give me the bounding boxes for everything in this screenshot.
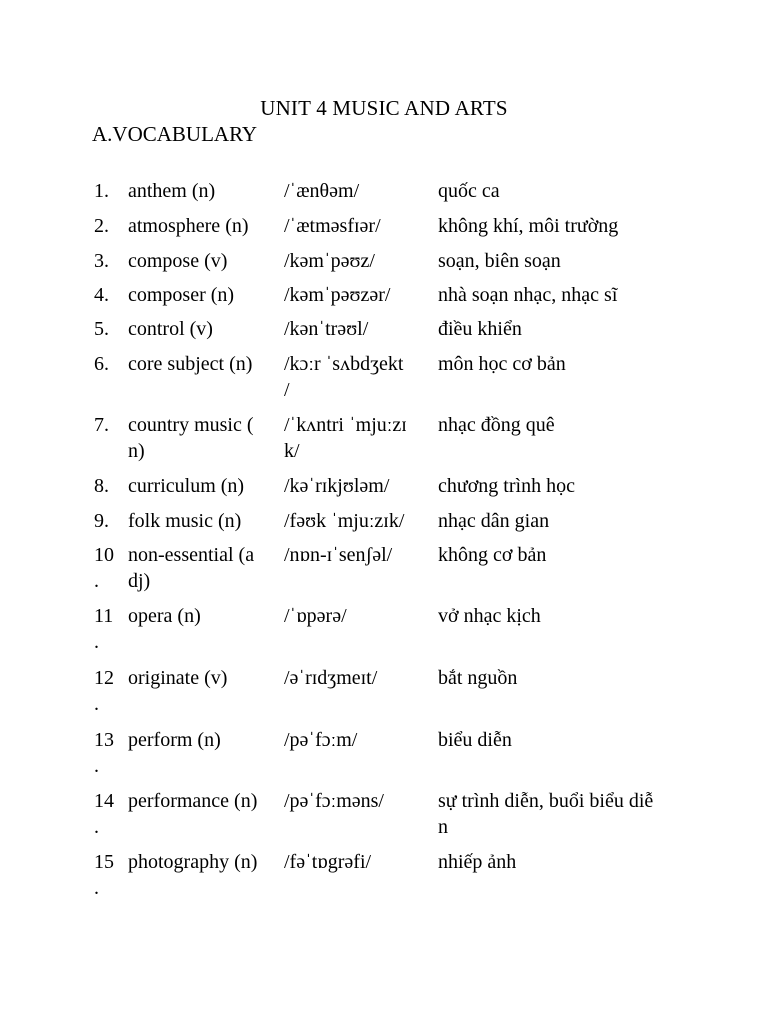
vocab-meaning: không khí, môi trường [438,215,619,237]
vocab-pronunciation: /kəmˈpəʊz/ [284,250,375,272]
vocab-word: opera (n) [128,605,201,627]
vocab-word: core subject (n) [128,353,253,375]
vocab-word: compose (v) [128,250,228,272]
vocab-pronunciation: /pəˈfɔːm/ [284,729,358,751]
vocab-word: photography (n) [128,851,258,873]
vocab-word: perform (n) [128,729,221,751]
row-number: 8. [94,475,109,497]
vocab-row [94,316,714,351]
vocab-pronunciation: /ˈætməsfɪər/ [284,215,381,237]
row-number: 5. [94,318,109,340]
vocab-pronunciation: /kəmˈpəʊzər/ [284,284,391,306]
vocab-row [94,473,714,508]
row-number: 3. [94,250,109,272]
row-number: 15 . [94,851,114,899]
section-heading: A.VOCABULARY [92,122,258,146]
vocab-row [94,849,714,903]
vocab-row [94,603,714,665]
row-number: 10 . [94,544,114,592]
vocab-word: non-essential (a dj) [128,544,255,592]
vocab-pronunciation: /əˈrɪdʒmeɪt/ [284,667,378,689]
vocab-word: originate (v) [128,667,228,689]
vocab-word: folk music (n) [128,510,242,532]
vocab-pronunciation: /pəˈfɔːməns/ [284,790,384,812]
vocab-meaning: sự trình diễn, buổi biểu diễ n [438,790,654,838]
vocab-pronunciation: /kɔːr ˈsʌbdʒekt / [284,353,404,401]
vocab-word: country music ( n) [128,414,254,462]
vocab-row [94,727,714,788]
vocab-row [94,508,714,542]
vocab-meaning: nhà soạn nhạc, nhạc sĩ [438,284,618,306]
row-number: 12 . [94,667,114,715]
vocab-row [94,248,714,282]
vocab-meaning: quốc ca [438,180,500,202]
vocabulary-table [94,178,714,903]
vocab-pronunciation: /fəˈtɒgrəfi/ [284,851,372,873]
vocab-word: curriculum (n) [128,475,245,497]
vocab-pronunciation: /nɒn-ɪˈsenʃəl/ [284,544,393,566]
vocab-row [94,282,714,316]
vocab-meaning: điều khiển [438,318,522,340]
vocab-meaning: biểu diễn [438,729,512,751]
row-number: 1. [94,180,109,202]
vocab-row [94,665,714,727]
vocab-meaning: nhiếp ảnh [438,851,517,873]
vocab-meaning: không cơ bản [438,544,547,566]
vocab-pronunciation: /kənˈtrəʊl/ [284,318,369,340]
vocab-pronunciation: /kəˈrɪkjʊləm/ [284,475,390,497]
vocab-word: composer (n) [128,284,235,306]
vocab-word: control (v) [128,318,213,340]
row-number: 4. [94,284,109,306]
vocab-word: anthem (n) [128,180,216,202]
unit-title: UNIT 4 MUSIC AND ARTS [260,96,508,120]
vocab-meaning: môn học cơ bản [438,353,566,375]
vocab-meaning: nhạc dân gian [438,510,550,532]
vocab-row [94,412,714,473]
vocab-row [94,542,714,603]
vocab-pronunciation: /ˈænθəm/ [284,180,360,202]
row-number: 7. [94,414,109,436]
vocab-row [94,213,714,248]
vocab-pronunciation: /ˈkʌntri ˈmjuːzɪ k/ [284,414,407,462]
row-number: 9. [94,510,109,532]
vocab-row [94,178,714,213]
vocab-pronunciation: /ˈɒpərə/ [284,605,347,627]
row-number: 13 . [94,729,114,777]
row-number: 14 . [94,790,114,838]
row-number: 6. [94,353,109,375]
row-number: 11 . [94,605,114,653]
vocab-row [94,788,714,849]
vocab-meaning: chương trình học [438,475,575,497]
vocab-meaning: vở nhạc kịch [438,605,541,627]
vocab-meaning: nhạc đồng quê [438,414,555,436]
vocab-pronunciation: /fəʊk ˈmjuːzɪk/ [284,510,405,532]
vocab-word: performance (n) [128,790,258,812]
vocab-meaning: soạn, biên soạn [438,250,561,272]
vocab-meaning: bắt nguồn [438,667,518,689]
row-number: 2. [94,215,109,237]
vocab-word: atmosphere (n) [128,215,249,237]
vocab-row [94,351,714,412]
